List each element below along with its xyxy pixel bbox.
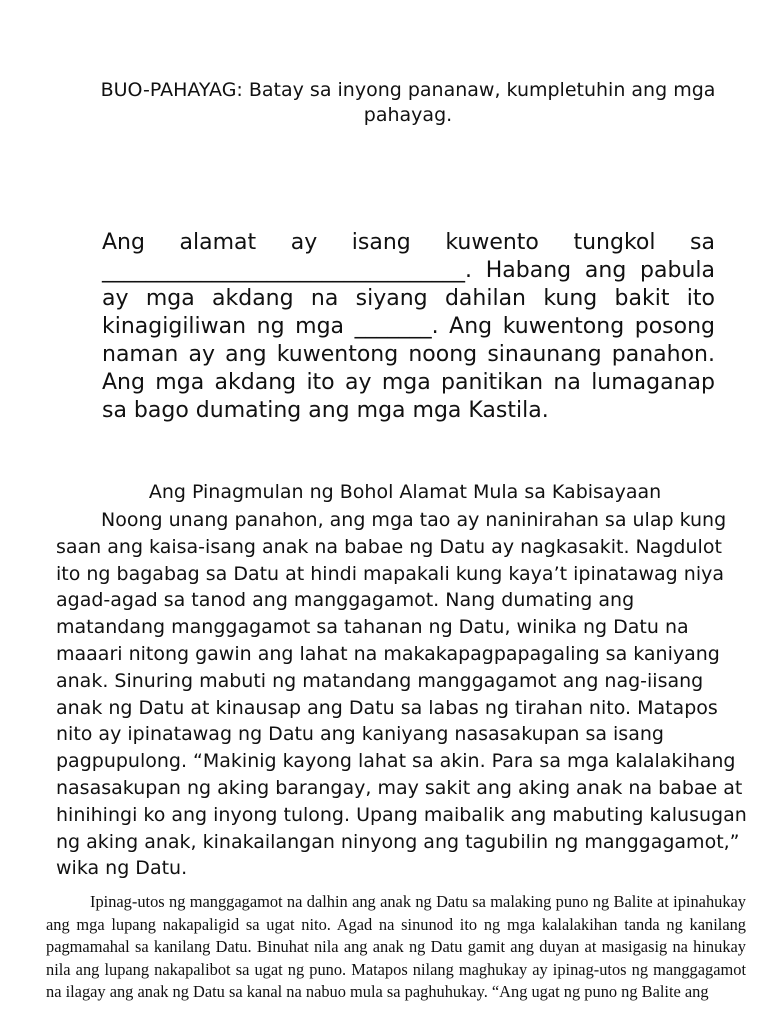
story-title: Ang Pinagmulan ng Bohol Alamat Mula sa Kabisayaan [148,481,662,503]
story-paragraph-2: Ipinag-utos ng manggagamot na dalhin ang anak ng Datu sa malaking puno ng Balite at ipinahukay ang mga lupang nakapaligid sa ugat nito. Agad na sinunod ito ng mga kalalakihan tanda ng kanilang pagmamahal sa kanilang Datu. Binuhat nila ang anak ng Datu gamit ang duyan at masigasig na hinukay nila ang lupang nakapalibot sa ugat ng puno. Matapos nilang maghukay ay ipinag-utos ng manggagamot na ilagay ang anak ng Datu sa kanal na nabuo mula sa paghuhukay. “Ang ugat ng puno ng Balite ang [46,892,746,1001]
instruction-heading: BUO-PAHAYAG: Batay sa inyong pananaw, kumpletuhin ang mga pahayag. [100,79,716,126]
fill-in-the-blank-paragraph: Ang alamat ay isang kuwento tungkol sa _________________________________. Habang ang pabula ay mga akdang na siyang dahilan kung bakit ito kinagigiliwan ng mga _______. Ang kuwentong posong naman ay ang kuwentong noong sinaunang panahon. Ang mga akdang ito ay mga panitikan na lumaganap sa bago dumating ang mga mga Kastila. [102,230,715,423]
story-paragraph-1: Noong unang panahon, ang mga tao ay naninirahan sa ulap kung saan ang kaisa-isang anak na babae ng Datu ay nagkasakit. Nagdulot ito ng bagabag sa Datu at hindi mapakali kung kaya’t ipinatawag niya agad-agad sa tanod ang manggagamot. Nang dumating ang matandang manggagamot sa tahanan ng Datu, winika ng Datu na maaari nitong gawin ang lahat na makakapagpapagaling sa kaniyang anak. Sinuring mabuti ng matandang manggagamot ang nag-iisang anak ng Datu at kinausap ang Datu sa labas ng tirahan nito. Matapos nito ay ipinatawag ng Datu ang kaniyang nasasakupan sa isang pagpupulong. “Makinig kayong lahat sa akin. Para sa mga kalalakihang nasasakupan ng aking barangay, may sakit ang aking anak na babae at hinihingi ko ang inyong tulong. Upang maibalik ang mabuting kalusugan ng aking anak, kinakailangan ninyong ang tagubilin ng manggagamot,” wika ng Datu. [56,509,747,880]
